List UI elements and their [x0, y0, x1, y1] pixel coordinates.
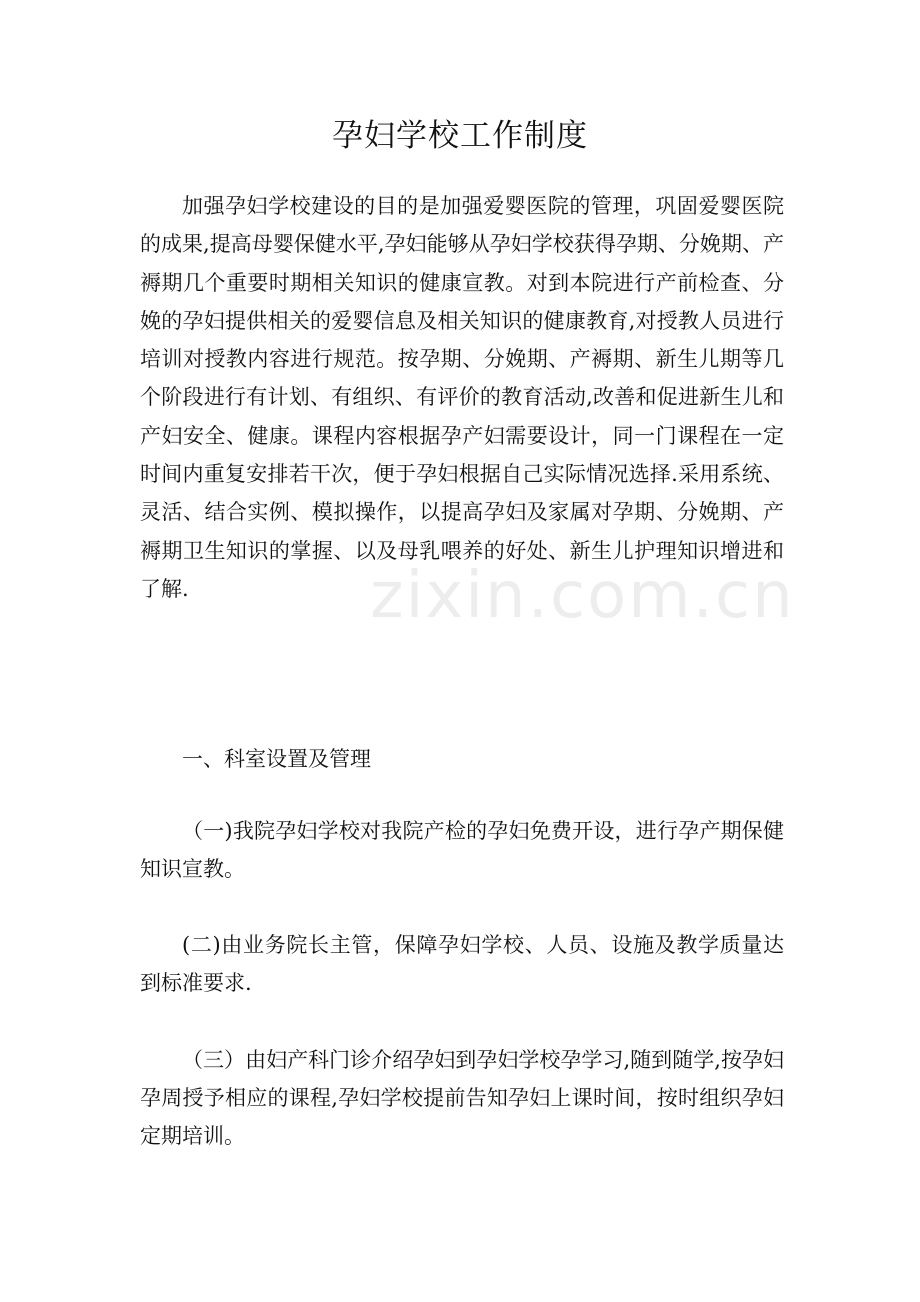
section-heading: 一、科室设置及管理 — [182, 747, 371, 771]
section-item-1: （一)我院孕妇学校对我院产检的孕妇免费开设，进行孕产期保健知识宣教。 — [140, 819, 784, 881]
section-item-2: (二)由业务院长主管，保障孕妇学校、人员、设施及教学质量达到标准要求. — [140, 933, 784, 995]
document-title: 孕妇学校工作制度 — [332, 118, 588, 154]
section-item-3: （三）由妇产科门诊介绍孕妇到孕妇学校孕学习,随到随学,按孕妇孕周授予相应的课程,孕妇学校提前告知孕妇上课时间，按时组织孕妇定期培训。 — [140, 1048, 784, 1148]
watermark: zixin.com.cn — [370, 559, 795, 633]
intro-paragraph: 加强孕妇学校建设的目的是加强爱婴医院的管理，巩固爱婴医院的成果,提高母婴保健水平,孕妇能够从孕妇学校获得孕期、分娩期、产褥期几个重要时期相关知识的健康宣教。对到本院进行产前检查、分娩的孕妇提供相关的爱婴信息及相关知识的健康教育,对授教人员进行培训对授教内容进行规范。按孕期、分娩期、产褥期、新生儿期等几个阶段进行有计划、有组织、有评价的教育活动,改善和促进新生儿和产妇安全、健康。课程内容根据孕产妇需要设计，同一门课程在一定时间内重复安排若干次，便于孕妇根据自己实际情况选择.采用系统、灵活、结合实例、模拟操作，以提高孕妇及家属对孕期、分娩期、产褥期卫生知识的掌握、以及母乳喂养的好处、新生儿护理知识增进和了解. — [140, 194, 784, 601]
